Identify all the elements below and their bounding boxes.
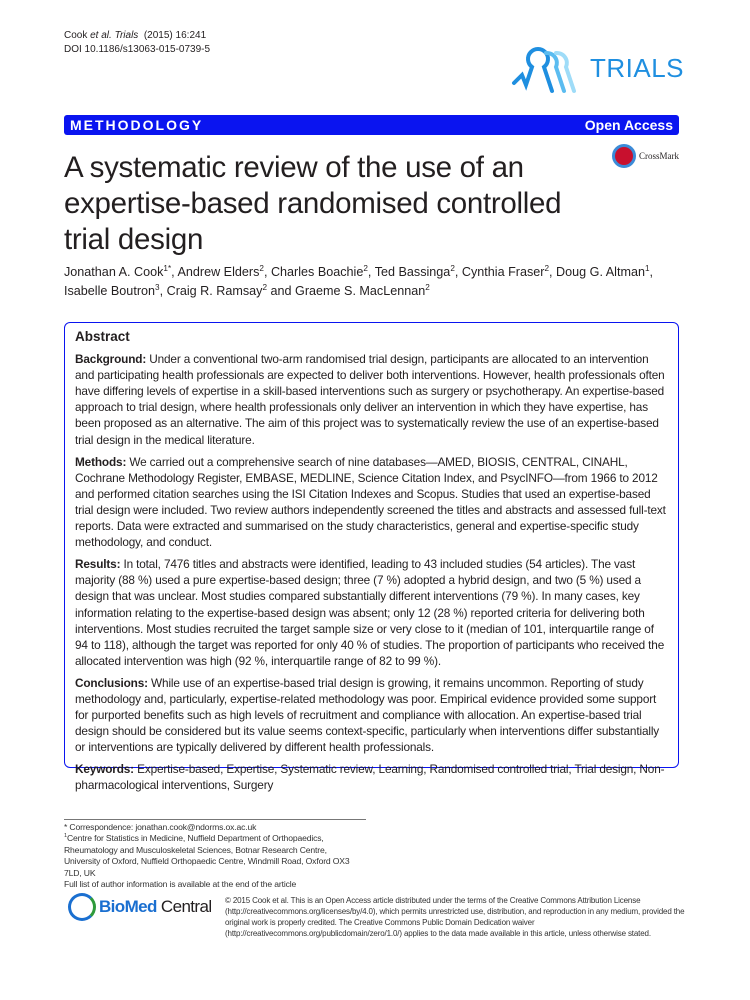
author-affiliation-marker: 2 [425, 282, 430, 292]
author-name: Doug G. Altman [556, 265, 645, 279]
author-affiliation-marker: 3 [155, 282, 160, 292]
abstract-section-text: We carried out a comprehensive search of nine databases—AMED, BIOSIS, CENTRAL, CINAHL, Cochrane Methodology Register, EMBASE, MEDLINE, Science Citation Index, and PsycINFO—from 1966 to 2012 and performed citation searches using the ISI Citation Indexes and Scopus. Studies that used an expertise-based trial design were included. Two review authors independently screened the titles and abstracts and assessed full-text reports. Data were extracted and summarised on the study characteristics, general and expertise-specific study methodology, and conduct. [75, 454, 666, 550]
citation-volume: (2015) 16:241 [138, 30, 207, 41]
abstract-box [64, 322, 679, 793]
author-name: Jonathan A. Cook [64, 265, 164, 279]
biomed-central-icon [68, 893, 96, 921]
author-name: Andrew Elders [177, 265, 260, 279]
article-type: METHODOLOGY [70, 117, 204, 133]
abstract-section-label: Background: [75, 352, 147, 367]
crossmark-label: CrossMark [639, 151, 679, 161]
author-name: Isabelle Boutron [64, 284, 156, 298]
author-name: Craig R. Ramsay [166, 284, 263, 298]
trials-logo-icon [510, 45, 590, 95]
abstract-heading: Abstract [75, 329, 130, 344]
footnote-divider [64, 819, 366, 820]
author-name: Graeme S. MacLennan [295, 284, 426, 298]
author-affiliation-marker: 2 [450, 263, 455, 273]
abstract-section [75, 761, 668, 793]
doi: DOI 10.1186/s13063-015-0739-5 [64, 44, 211, 55]
abstract-section [75, 454, 668, 551]
correspondence: * Correspondence: jonathan.cook@ndorms.ox.ac.uk [64, 822, 257, 832]
author-name: Ted Bassinga [374, 265, 451, 279]
abstract-section-label: Results: [75, 557, 121, 572]
author-affiliation-marker: 2 [262, 282, 268, 292]
full-author-info-note: Full list of author information is available at the end of the article [64, 879, 297, 890]
abstract-section-text: In total, 7476 titles and abstracts were identified, leading to 43 included studies (54 articles). The vast majority (88 %) used a pure expertise-based design; three (7 %) adopted a hybrid design, and two (5 %) used a design that was unclear. Most studies compared substantially different interventions (79 %). In many cases, key information relating to the expertise-based design was absent; only 12 (28 %) reported criteria for delivering both interventions. Most studies recruited the target sample size or very close to it (median of 101, interquartile range of 94 to 118), although the target was reported for only 40 % of studies. The proportion of participants who received the allocated intervention was high (92 %, interquartile range of 82 to 99 %). [75, 557, 665, 668]
article-type-band [64, 115, 679, 135]
author-name: Charles Boachie [270, 265, 364, 279]
crossmark-icon [612, 144, 636, 168]
citation-etal: et al. [90, 30, 112, 41]
abstract-section-label: Methods: [75, 454, 127, 469]
author-affiliation-marker: 2 [544, 263, 550, 273]
abstract-section-text: Expertise-based, Expertise, Systematic review, Learning, Randomised controlled trial, Trial design, Non-pharmacological interventions, Surgery [75, 762, 665, 793]
author-affiliation-marker: 2 [259, 263, 264, 273]
abstract-section [75, 675, 668, 755]
abstract-section-label: Keywords: [75, 762, 134, 777]
footnotes [64, 822, 364, 890]
author-affiliation-marker: 1* [163, 263, 172, 273]
abstract-section-text: Under a conventional two-arm randomised trial design, participants are allocated to an intervention and participating health professionals are expected to deliver both interventions. However, health professionals often have differing levels of expertise in a skill-based interventions such as surgery or psychotherapy. An expertise-based approach to trial design, where health professionals only deliver an intervention in which they have expertise, has been proposed as an alternative. The aim of this project was to systematically review the use of an expertise-based trial design in the medical literature. [75, 352, 665, 447]
abstract-section [75, 556, 668, 669]
citation-authors: Cook [64, 30, 91, 41]
open-access-label: Open Access [584, 117, 673, 133]
author-name: Cynthia Fraser [461, 265, 545, 279]
crossmark-button[interactable] [612, 144, 679, 168]
trials-logo [510, 45, 685, 95]
biomed-central-logo: BioMed Central [68, 893, 212, 921]
citation-header [64, 29, 210, 57]
license-text: © 2015 Cook et al. This is an Open Access article distributed under the terms of the Creative Commons Attribution License (http://creativecommons.org/licenses/by/4.0), which permits unrestricted use, distribution, and reproduction in any medium, provided the original work is properly credited. The Creative Commons Public Domain Dedication waiver (http://creativecommons.org/publicdomain/zero/1.0/) applies to the data made available in this article, unless otherwise stated. [225, 896, 685, 938]
abstract-section-text: While use of an expertise-based trial design is growing, it remains uncommon. Reporting of study methodology and, particularly, expertise-related methodology was poor. Empirical evidence provided some support for purported benefits such as high levels of recruitment and compliance with allocation. An expertise-based trial design should be considered but its value seems context-specific, particularly when interventions differ substantially or interventions are typically delivered by different health professionals. [75, 675, 660, 755]
author-affiliation-marker: 1 [644, 263, 650, 273]
abstract-section-label: Conclusions: [75, 675, 148, 690]
author-list: Jonathan A. Cook$^{1*}$, Andrew Elders$^2$, Charles Boachie$^2$, Ted Bassinga$^2$, Cynthia Fraser$^2$, Doug G. Altman$^1$, Isabelle Boutron$^3$, Craig R. Ramsay$^2$ and Graeme S. MacLennan$^2$ [64, 263, 654, 298]
journal-name: TRIALS [590, 53, 685, 83]
article-title: A systematic review of the use of an expertise-based randomised controlled trial design [64, 151, 562, 256]
affiliation: $^1$Centre for Statistics in Medicine, Nuffield Department of Orthopaedics, Rheumatology and Musculoskeletal Sciences, Botnar Research Centre, University of Oxford, Nuffield Orthopaedic Centre, Windmill Road, Oxford OX3 7LD, UK [64, 833, 350, 878]
author-affiliation-marker: 2 [363, 263, 368, 273]
abstract-section [75, 351, 668, 448]
citation-journal: Trials [114, 30, 139, 41]
